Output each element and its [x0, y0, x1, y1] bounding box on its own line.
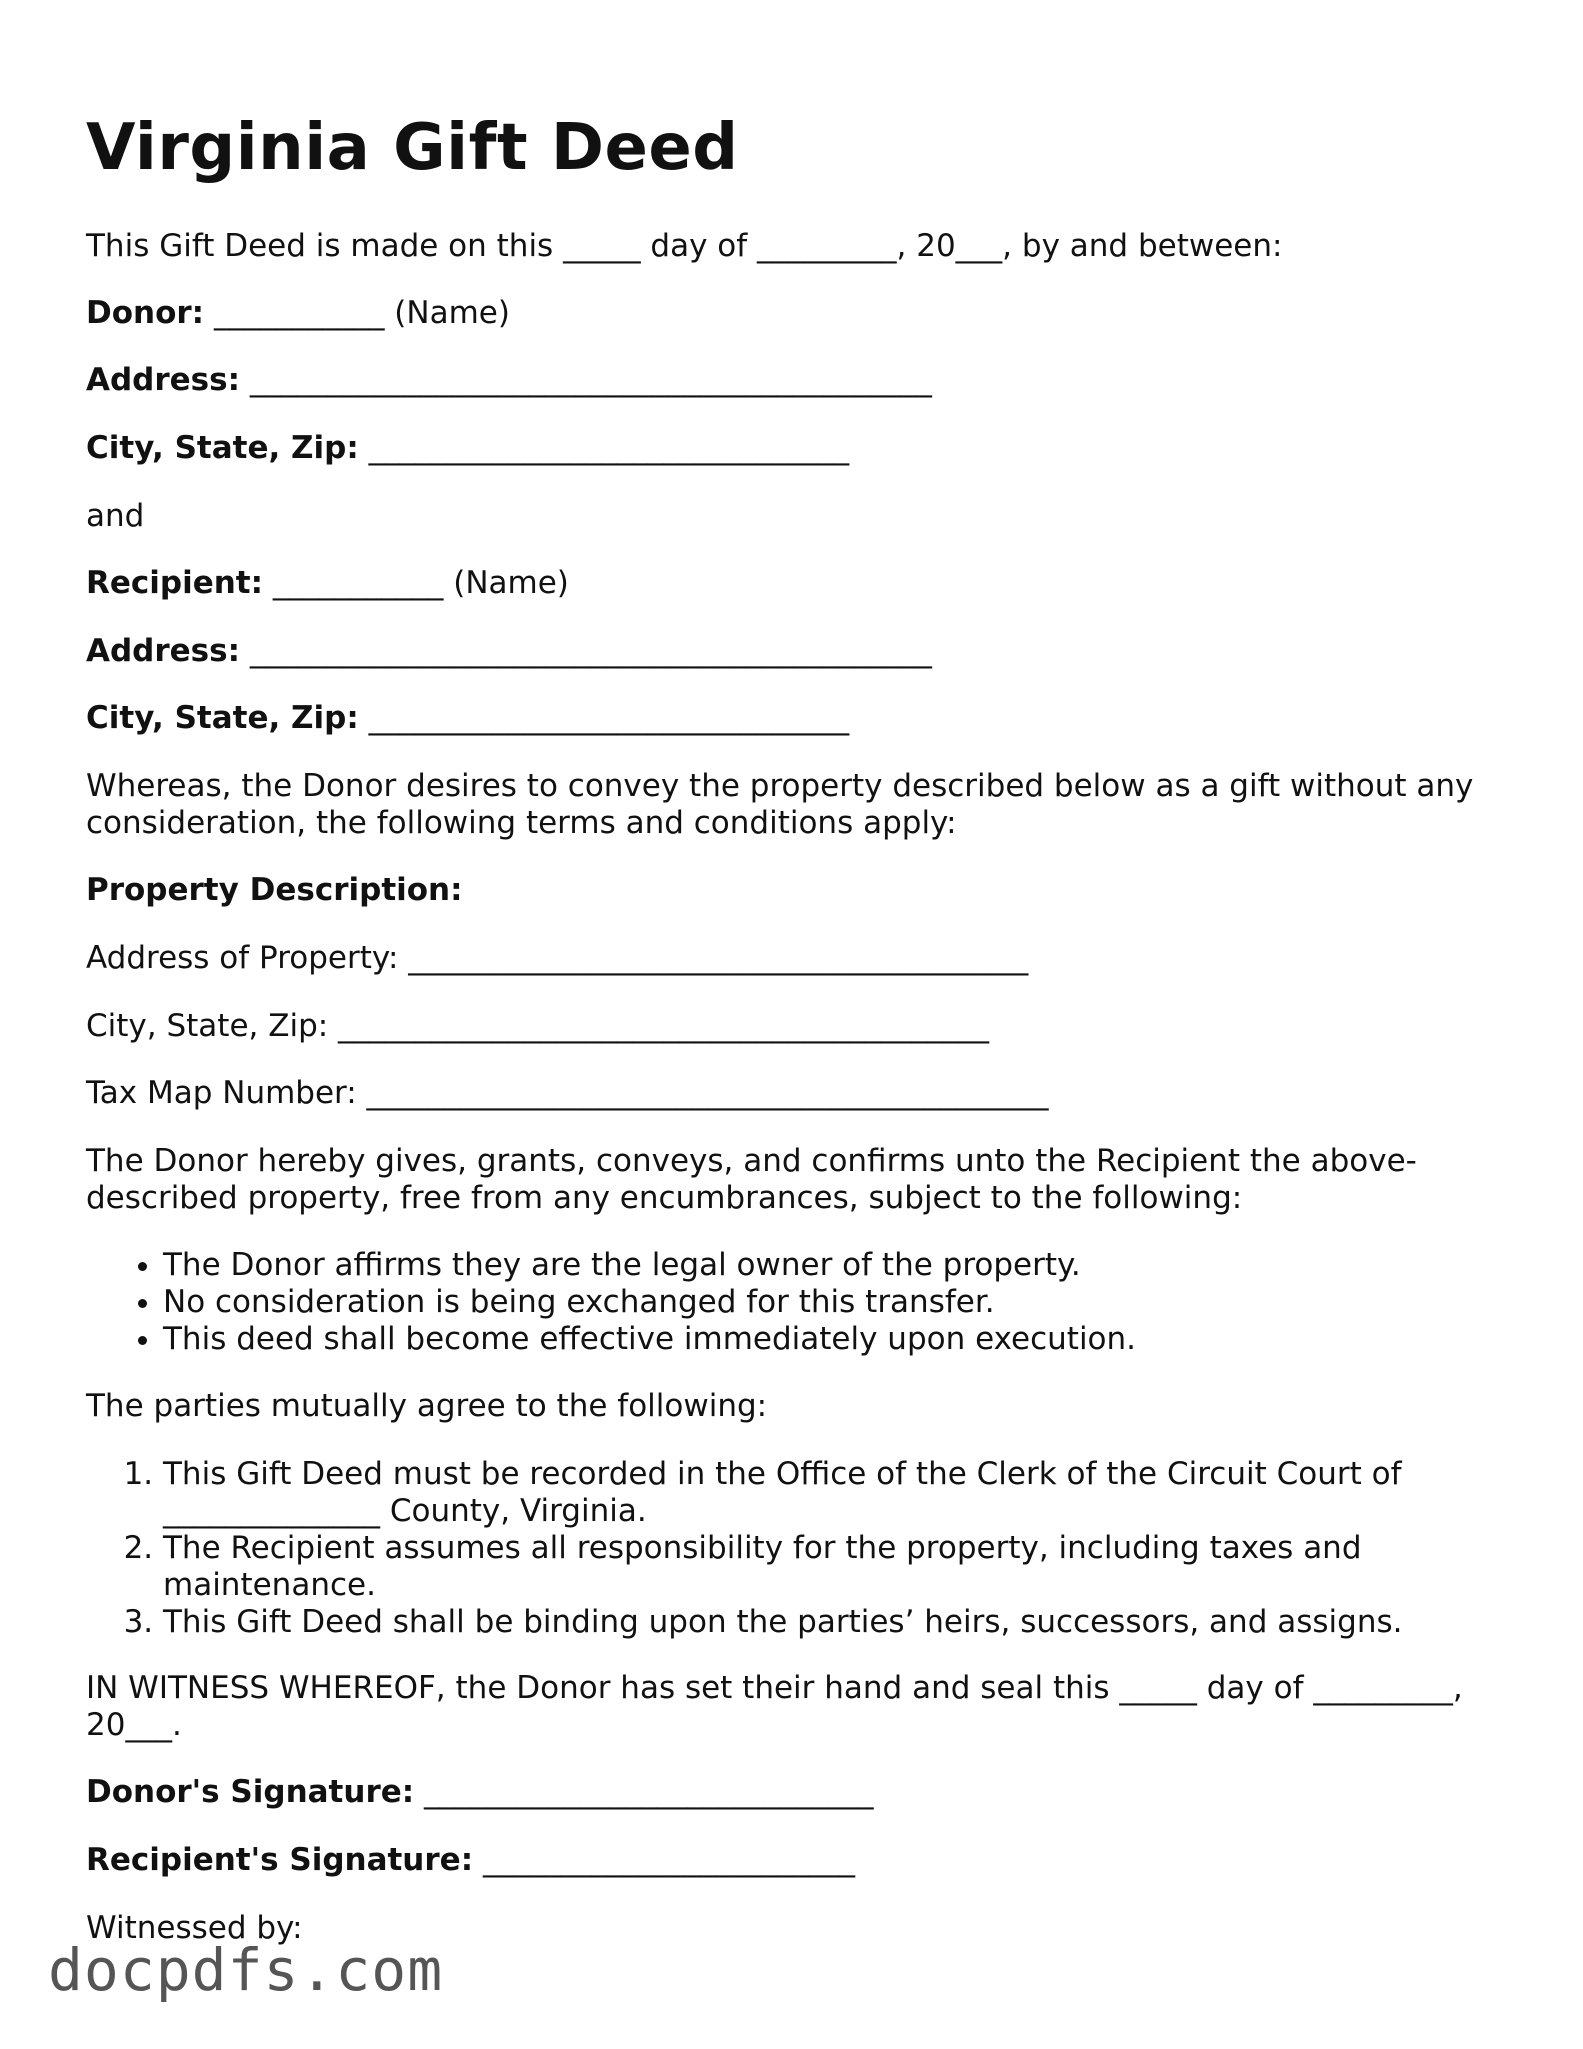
donor-address-field: ____________________________________________ [240, 362, 932, 398]
donor-csz-label: City, State, Zip: [86, 430, 359, 466]
agreements-list [86, 1456, 1503, 1641]
condition-item: • No consideration is being exchanged for this transfer. [163, 1284, 1503, 1321]
donor-address-row [86, 362, 932, 399]
conditions-list [86, 1247, 1503, 1358]
recipient-csz-row [86, 700, 849, 737]
recipient-signature-row [86, 1842, 855, 1879]
watermark-logo: docpdfs.com [48, 1936, 444, 2004]
recipient-address-field: ____________________________________________ [240, 633, 932, 669]
grant-paragraph: The Donor hereby gives, grants, conveys, and confirms unto the Recipient the above-described property, free from any encumbrances, subject to the following: [86, 1143, 1417, 1216]
recipient-address-label: Address: [86, 633, 240, 669]
recipient-address-row [86, 633, 932, 670]
recipient-signature-label: Recipient's Signature: [86, 1842, 474, 1878]
agreement-item: 3. This Gift Deed shall be binding upon the parties’ heirs, successors, and assigns. [163, 1604, 1503, 1641]
donor-name-field: ___________ (Name) [204, 295, 510, 331]
condition-item: • The Donor affirms they are the legal owner of the property. [163, 1247, 1503, 1284]
property-heading: Property Description: [86, 872, 463, 908]
agreement-item: 2. The Recipient assumes all responsibility for the property, including taxes and maintenance. [163, 1530, 1503, 1604]
property-address-row: Address of Property: ________________________________________ [86, 940, 1029, 976]
recipient-csz-field: _______________________________ [358, 700, 850, 736]
donor-csz-field: _______________________________ [358, 430, 850, 466]
intro-line: This Gift Deed is made on this _____ day of _________, 20___, by and between: [86, 228, 1283, 264]
witness-paragraph: IN WITNESS WHEREOF, the Donor has set their hand and seal this _____ day of _________, 20___. [86, 1670, 1463, 1743]
donor-name-row [86, 295, 510, 332]
donor-csz-row [86, 430, 849, 467]
donor-signature-row [86, 1774, 874, 1811]
tax-map-row: Tax Map Number: ____________________________________________ [86, 1075, 1049, 1111]
whereas-paragraph: Whereas, the Donor desires to convey the property described below as a gift without any consideration, the following terms and conditions apply: [86, 768, 1474, 841]
agree-intro: The parties mutually agree to the following: [86, 1388, 768, 1424]
donor-signature-field: _____________________________ [414, 1774, 874, 1810]
agreement-item: 1. This Gift Deed must be recorded in the Office of the Clerk of the Circuit Court of ______________ County, Virginia. [163, 1456, 1503, 1530]
donor-name-label: Donor: [86, 295, 205, 331]
recipient-name-row [86, 565, 569, 602]
document-title: Virginia Gift Deed [86, 111, 739, 185]
recipient-name-field: ___________ (Name) [263, 565, 569, 601]
recipient-signature-field: ________________________ [473, 1842, 855, 1878]
witnessed-by: Witnessed by: [86, 1910, 303, 1946]
donor-signature-label: Donor's Signature: [86, 1774, 415, 1810]
recipient-csz-label: City, State, Zip: [86, 700, 359, 736]
recipient-name-label: Recipient: [86, 565, 264, 601]
property-csz-row: City, State, Zip: __________________________________________ [86, 1008, 990, 1044]
and-text: and [86, 498, 145, 534]
donor-address-label: Address: [86, 362, 240, 398]
condition-item: • This deed shall become effective immediately upon execution. [163, 1321, 1503, 1358]
